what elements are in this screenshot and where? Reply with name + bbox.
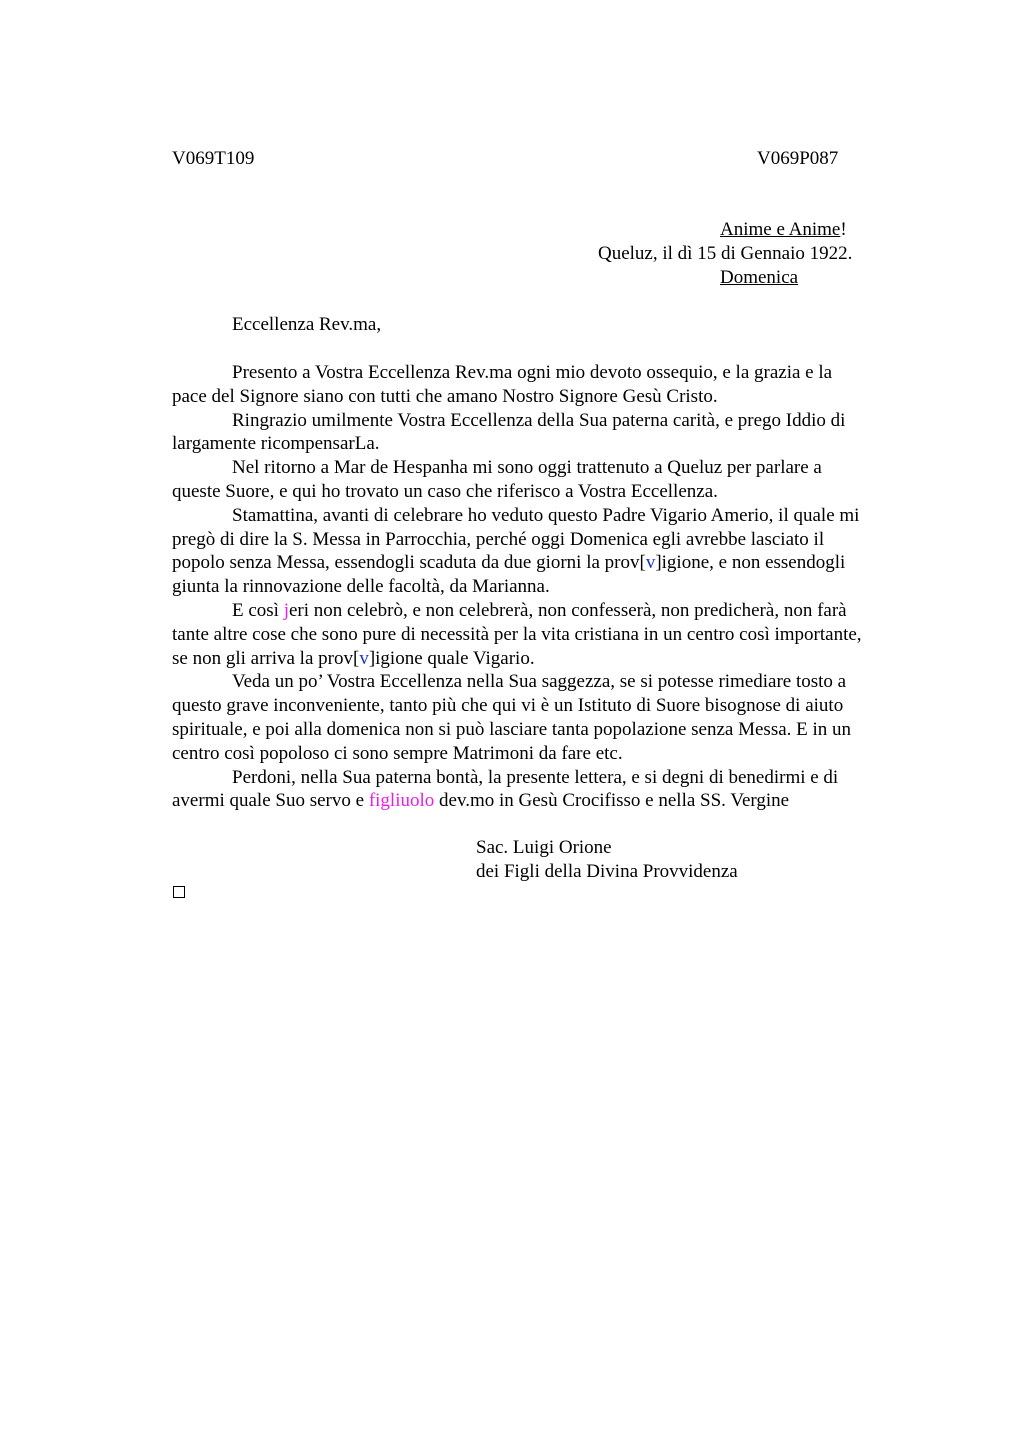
- motto-text: Anime e Anime: [720, 219, 841, 240]
- highlighted-letter: j: [283, 599, 289, 621]
- body-line: queste Suore, e qui ho trovato un caso che riferisco a Vostra Eccellenza.: [172, 480, 718, 502]
- paragraph-2: [172, 409, 932, 457]
- body-line: pregò di dire la S. Messa in Parrocchia, perché oggi Domenica egli avrebbe lasciato il: [172, 528, 825, 550]
- text-segment: ]igione, e non essendogli: [655, 552, 846, 574]
- body-line: largamente ricompensarLa.: [172, 433, 380, 455]
- text-segment: E così: [232, 599, 284, 621]
- paragraph-7: [172, 766, 932, 814]
- document-code-right: V069P087: [757, 148, 839, 169]
- body-line: Ringrazio umilmente Vostra Eccellenza della Sua paterna carità, e prego Iddio di: [232, 409, 846, 431]
- motto: [720, 218, 847, 242]
- body-line: Nel ritorno a Mar de Hespanha mi sono oggi trattenuto a Queluz per parlare a: [232, 457, 822, 479]
- text-segment: popolo senza Messa, essendogli scaduta da due giorni la prov[: [172, 552, 646, 574]
- motto-exclamation: !: [840, 219, 847, 240]
- body-line: Presento a Vostra Eccellenza Rev.ma ogni mio devoto ossequio, e la grazia e la: [232, 362, 833, 383]
- editorial-correction: v: [645, 552, 656, 574]
- paragraph-1: [172, 361, 932, 409]
- letter-body: [172, 361, 932, 813]
- paragraph-3: [172, 456, 932, 504]
- editorial-correction: v: [359, 647, 369, 669]
- signature-name: Sac. Luigi Orione: [476, 837, 612, 858]
- body-line: [172, 647, 932, 671]
- text-segment: eri non celebrò, e non celebrerà, non confesserà, non predicherà, non farà: [289, 599, 847, 621]
- body-line: tante altre cose che sono pure di necessità per la vita cristiana in un centro così importante,: [172, 623, 862, 645]
- place-date: Queluz, il dì 15 di Gennaio 1922.: [598, 243, 853, 264]
- text-segment: ]igione quale Vigario.: [368, 647, 535, 669]
- body-line: Veda un po’ Vostra Eccellenza nella Sua saggezza, se si potesse rimediare tosto a: [232, 671, 847, 693]
- text-segment: dev.mo in Gesù Crocifisso e nella SS. Vergine: [434, 790, 790, 812]
- body-line: centro così popoloso ci sono sempre Matrimoni da fare etc.: [172, 742, 623, 764]
- body-line: [172, 551, 932, 575]
- highlighted-word: figliuolo: [368, 790, 435, 812]
- document-code-left: V069T109: [172, 148, 255, 169]
- salutation: Eccellenza Rev.ma,: [232, 314, 382, 335]
- paragraph-4: [172, 504, 932, 599]
- body-line: Perdoni, nella Sua paterna bontà, la presente lettera, e si degni di benedirmi e di: [232, 766, 839, 788]
- signature-congregation: dei Figli della Divina Provvidenza: [476, 861, 738, 882]
- body-line: [172, 599, 932, 623]
- body-line: Stamattina, avanti di celebrare ho veduto questo Padre Vigario Amerio, il quale mi: [232, 504, 860, 526]
- text-segment: se non gli arriva la prov[: [172, 647, 360, 669]
- paragraph-6: [172, 670, 932, 765]
- body-line: spirituale, e poi alla domenica non si può lasciare tanta popolazione senza Messa. E in un: [172, 718, 852, 740]
- square-box-icon: [173, 886, 185, 898]
- day-of-week: Domenica: [720, 267, 799, 288]
- text-segment: avermi quale Suo servo e: [172, 790, 369, 812]
- body-line: pace del Signore siano con tutti che amano Nostro Signore Gesù Cristo.: [172, 385, 718, 407]
- body-line: [172, 789, 932, 813]
- paragraph-5: [172, 599, 932, 670]
- body-line: questo grave inconveniente, tanto più che qui vi è un Istituto di Suore bisognose di aiuto: [172, 695, 844, 717]
- body-line: giunta la rinnovazione delle facoltà, da Marianna.: [172, 576, 550, 598]
